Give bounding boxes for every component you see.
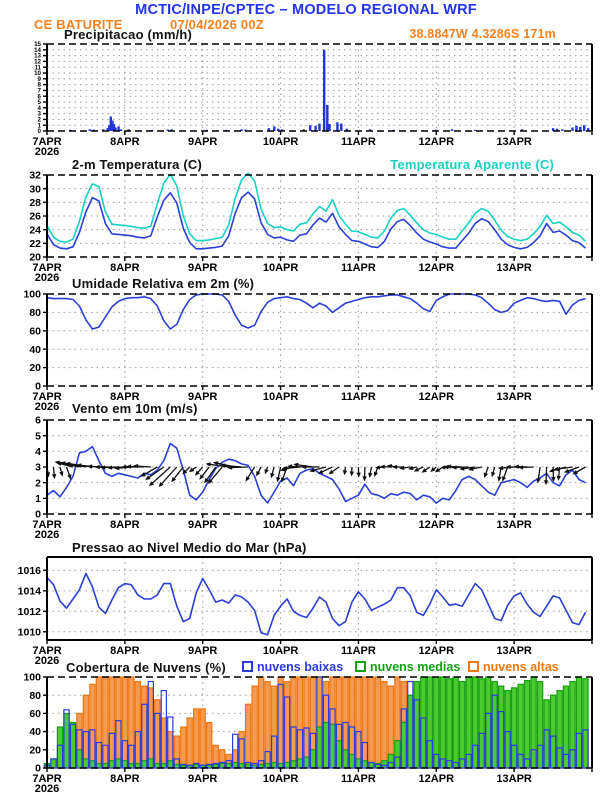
- svg-text:2026: 2026: [34, 272, 60, 284]
- svg-text:12APR: 12APR: [418, 136, 455, 148]
- svg-text:11APR: 11APR: [340, 645, 376, 657]
- svg-text:9APR: 9APR: [188, 645, 218, 657]
- svg-text:9APR: 9APR: [188, 391, 218, 403]
- svg-text:13APR: 13APR: [496, 645, 532, 657]
- svg-text:8APR: 8APR: [110, 262, 140, 274]
- svg-text:9APR: 9APR: [188, 262, 218, 274]
- svg-text:2026: 2026: [34, 529, 60, 541]
- svg-text:9APR: 9APR: [188, 519, 218, 531]
- clouds-chart-title: Cobertura de Nuvens (%): [66, 660, 226, 675]
- svg-text:13APR: 13APR: [496, 136, 532, 148]
- svg-text:7APR: 7APR: [32, 391, 62, 403]
- svg-text:28: 28: [29, 196, 41, 209]
- apparent-temp-title: Temperatura Aparente (C): [390, 157, 554, 172]
- svg-text:11APR: 11APR: [340, 136, 376, 148]
- svg-text:12APR: 12APR: [418, 262, 455, 274]
- legend-label-baixas: nuvens baixas: [257, 660, 344, 674]
- svg-text:11APR: 11APR: [340, 519, 376, 531]
- svg-text:2: 2: [37, 116, 41, 124]
- svg-text:10: 10: [34, 70, 41, 78]
- svg-text:40: 40: [29, 343, 41, 356]
- svg-text:6: 6: [35, 414, 41, 427]
- svg-text:12APR: 12APR: [418, 391, 455, 403]
- svg-text:24: 24: [29, 224, 41, 237]
- svg-text:1: 1: [35, 492, 41, 505]
- svg-text:14: 14: [34, 46, 41, 54]
- svg-text:1010: 1010: [17, 626, 41, 639]
- svg-text:8APR: 8APR: [110, 645, 140, 657]
- svg-text:3: 3: [37, 110, 41, 118]
- svg-text:10APR: 10APR: [262, 519, 299, 531]
- svg-text:8APR: 8APR: [110, 391, 140, 403]
- temp-plot: [29, 170, 592, 284]
- svg-text:30: 30: [29, 183, 41, 196]
- svg-text:5: 5: [35, 430, 41, 443]
- svg-text:3: 3: [35, 461, 41, 474]
- svg-text:26: 26: [29, 210, 41, 223]
- svg-text:10APR: 10APR: [262, 773, 299, 785]
- svg-text:80: 80: [29, 307, 41, 319]
- svg-text:13APR: 13APR: [496, 262, 532, 274]
- pres-plot: [18, 557, 592, 667]
- clouds-plot: [23, 672, 592, 792]
- legend-label-medias: nuvens medias: [370, 660, 461, 674]
- svg-text:2026: 2026: [34, 655, 60, 667]
- svg-text:10APR: 10APR: [262, 136, 299, 148]
- svg-text:32: 32: [29, 169, 41, 182]
- svg-text:7APR: 7APR: [32, 519, 62, 531]
- svg-text:1: 1: [37, 122, 41, 130]
- svg-text:2026: 2026: [34, 783, 60, 792]
- svg-text:60: 60: [29, 325, 41, 338]
- svg-text:9: 9: [37, 75, 41, 83]
- svg-text:12APR: 12APR: [418, 773, 455, 785]
- svg-text:60: 60: [29, 708, 41, 720]
- svg-text:0: 0: [35, 762, 41, 775]
- svg-text:1012: 1012: [17, 605, 41, 618]
- svg-text:11APR: 11APR: [340, 773, 376, 785]
- svg-text:9APR: 9APR: [188, 136, 218, 148]
- svg-text:7: 7: [37, 87, 41, 95]
- svg-text:12: 12: [34, 58, 41, 66]
- svg-text:11APR: 11APR: [340, 262, 376, 274]
- run-datetime: 07/04/2026 00Z: [170, 17, 264, 32]
- svg-text:11: 11: [34, 64, 41, 72]
- humidity-chart-title: Umidade Relativa em 2m (%): [72, 276, 255, 291]
- svg-text:0: 0: [37, 128, 41, 136]
- svg-text:13APR: 13APR: [496, 519, 532, 531]
- svg-text:40: 40: [29, 726, 41, 739]
- svg-text:13APR: 13APR: [496, 391, 532, 403]
- temp-chart-title: 2-m Temperatura (C): [72, 157, 202, 172]
- svg-text:20: 20: [29, 362, 41, 375]
- svg-text:20: 20: [29, 744, 41, 757]
- svg-text:12APR: 12APR: [418, 519, 455, 531]
- svg-text:12APR: 12APR: [418, 645, 455, 657]
- svg-text:6: 6: [37, 93, 41, 101]
- svg-text:10APR: 10APR: [262, 391, 299, 403]
- svg-text:100: 100: [23, 288, 41, 301]
- svg-text:4: 4: [37, 104, 41, 112]
- svg-text:13: 13: [34, 52, 41, 60]
- svg-text:8: 8: [37, 81, 41, 89]
- svg-text:13APR: 13APR: [496, 773, 532, 785]
- station-name: CE BATURITE: [34, 17, 123, 32]
- svg-text:8APR: 8APR: [110, 136, 140, 148]
- svg-text:1016: 1016: [17, 564, 41, 577]
- svg-text:5: 5: [37, 99, 41, 107]
- svg-text:22: 22: [29, 237, 41, 250]
- svg-text:9APR: 9APR: [188, 773, 218, 785]
- svg-text:20: 20: [29, 251, 41, 264]
- precip-chart-title: Precipitacao (mm/h): [64, 27, 193, 42]
- svg-text:7APR: 7APR: [32, 262, 62, 274]
- svg-text:2: 2: [35, 477, 41, 490]
- svg-text:4: 4: [35, 445, 41, 458]
- svg-text:100: 100: [23, 671, 41, 684]
- station-coords: 38.8847W 4.3286S 171m: [409, 27, 556, 41]
- svg-text:8APR: 8APR: [110, 519, 140, 531]
- legend-label-altas: nuvens altas: [483, 660, 559, 674]
- svg-text:2026: 2026: [34, 401, 60, 413]
- svg-text:0: 0: [35, 380, 41, 393]
- svg-text:80: 80: [29, 689, 41, 702]
- svg-text:8APR: 8APR: [110, 773, 140, 785]
- svg-text:11APR: 11APR: [340, 391, 376, 403]
- svg-text:0: 0: [35, 508, 41, 521]
- svg-text:2026: 2026: [34, 146, 60, 158]
- svg-text:10APR: 10APR: [262, 262, 299, 274]
- pressure-chart-title: Pressao ao Nivel Medio do Mar (hPa): [72, 540, 307, 555]
- svg-text:15: 15: [34, 41, 41, 49]
- wind-plot: [32, 415, 592, 541]
- wind-chart-title: Vento em 10m (m/s): [72, 401, 198, 416]
- svg-text:10APR: 10APR: [262, 645, 299, 657]
- rh-plot: [23, 289, 592, 413]
- svg-text:7APR: 7APR: [32, 136, 62, 148]
- svg-text:7APR: 7APR: [32, 645, 62, 657]
- model-title: MCTIC/INPE/CPTEC – MODELO REGIONAL WRF: [135, 2, 477, 18]
- svg-text:7APR: 7APR: [32, 773, 62, 785]
- precip-plot: [32, 41, 592, 158]
- svg-text:1014: 1014: [17, 585, 41, 598]
